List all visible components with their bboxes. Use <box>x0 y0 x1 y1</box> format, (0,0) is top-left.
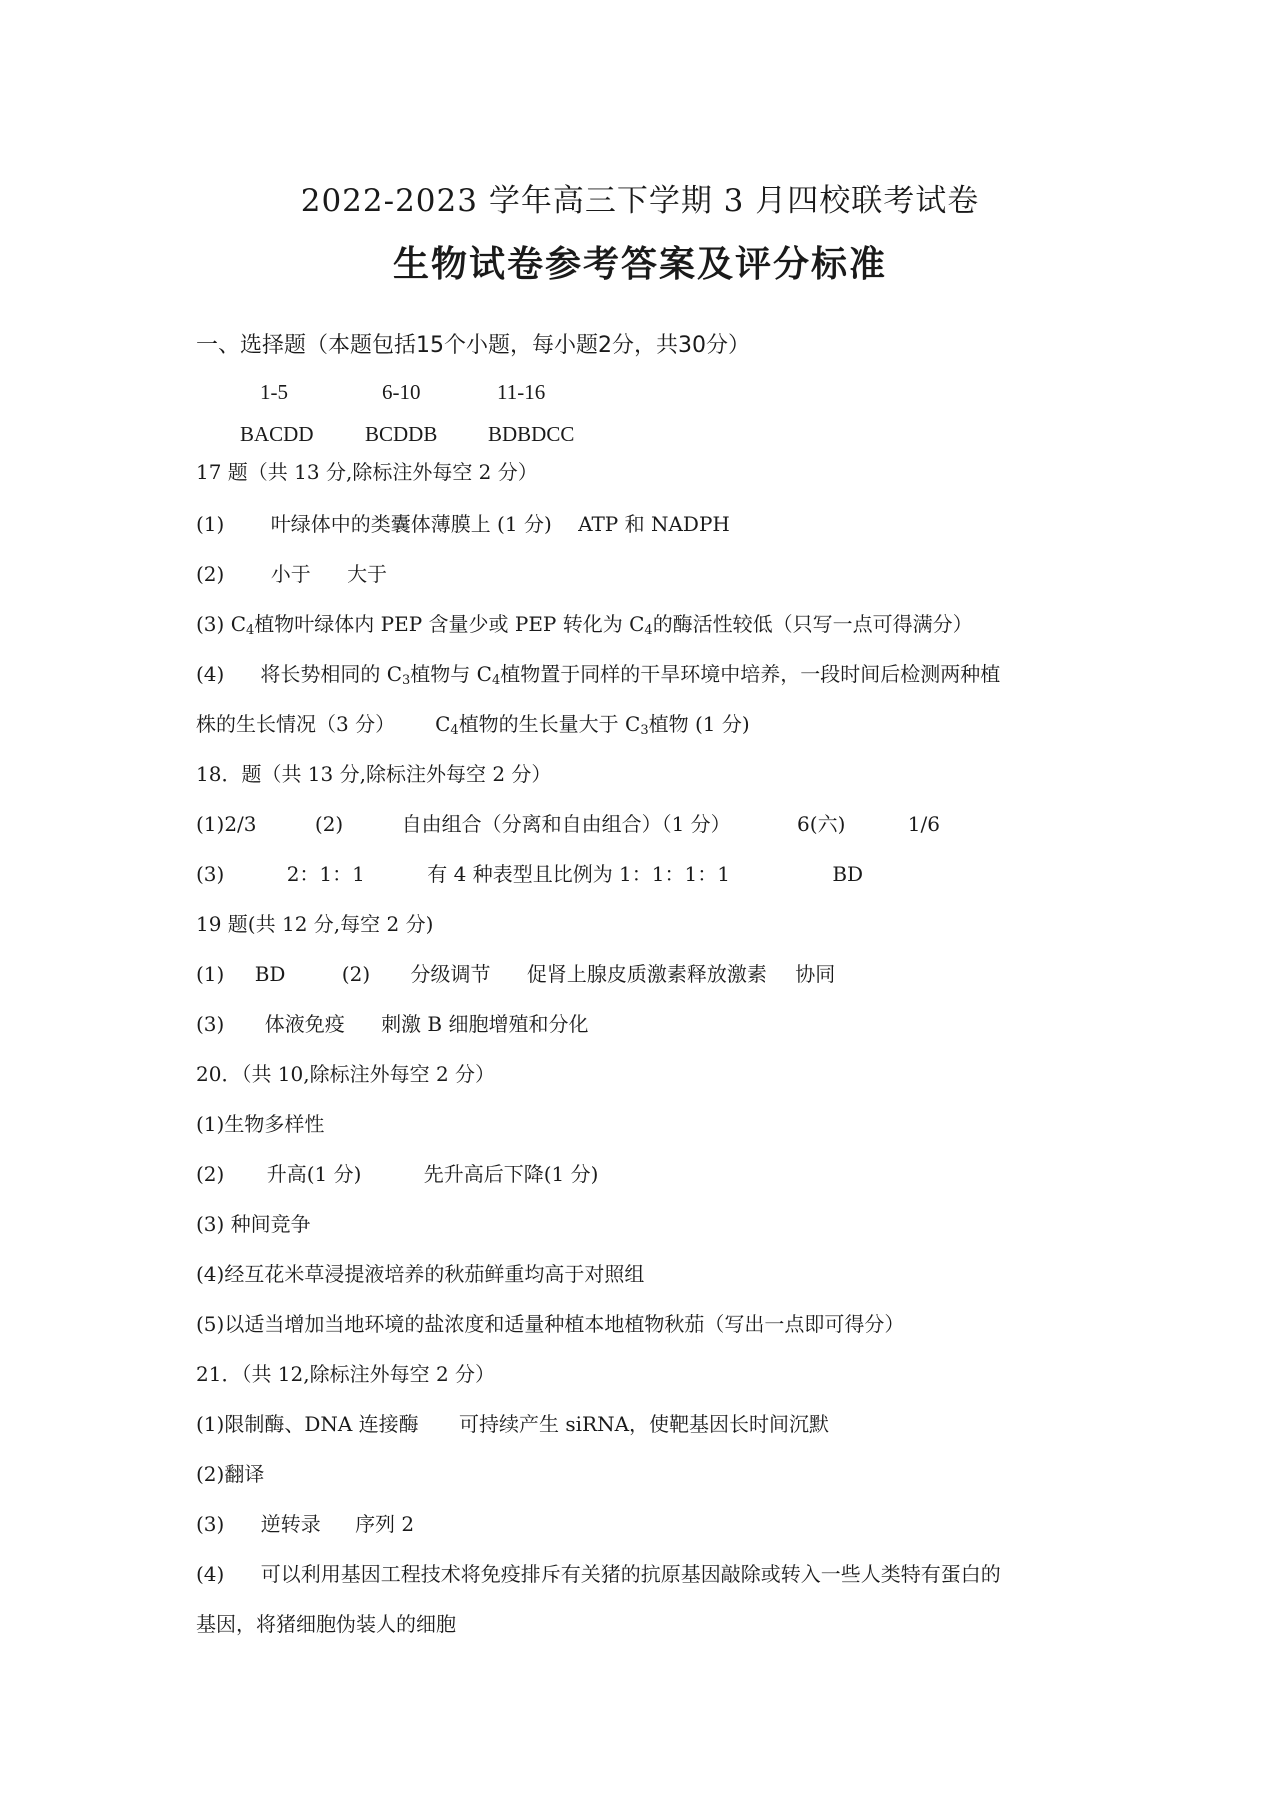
q20-answer-3: (3) 种间竞争 <box>196 1212 311 1236</box>
q17-answer-1: (1) 叶绿体中的类囊体薄膜上 (1 分) ATP 和 NADPH <box>196 512 730 536</box>
range-label: 11-16 <box>497 380 546 404</box>
range-label: 1-5 <box>260 380 288 404</box>
answer-key-title: 生物试卷参考答案及评分标准 <box>392 244 887 285</box>
exam-title: 2022-2023 学年高三下学期 3 月四校联考试卷 <box>300 183 980 219</box>
q18-answer-2: (3) 2：1：1 有 4 种表型且比例为 1：1：1：1 BD <box>196 862 864 886</box>
q20-answer-4: (4)经互花米草浸提液培养的秋茄鲜重均高于对照组 <box>196 1262 645 1286</box>
q21-answer-4: (4) 可以利用基因工程技术将免疫排斥有关猪的抗原基因敲除或转入一些人类特有蛋白的 <box>196 1562 1001 1586</box>
choice-answers: BCDDB <box>365 422 438 446</box>
choice-answers: BDBDCC <box>488 422 575 446</box>
q17-header: 17 题（共 13 分,除标注外每空 2 分） <box>196 460 538 484</box>
q17-answer-3: (3) $C_4$植物叶绿体内 PEP 含量少或 PEP 转化为 $C_4$的酶活性较低（只写一点可得满分） <box>196 612 973 638</box>
q17-answer-4: (4) 将长势相同的 $C_3$植物与 $C_4$植物置于同样的干旱环境中培养，一段时间后检测两种植 <box>196 662 1001 688</box>
q20-answer-5: (5)以适当增加当地环境的盐浓度和适量种植本地植物秋茄（写出一点即可得分） <box>196 1312 905 1336</box>
q19-answer-1: (1) BD (2) 分级调节 促肾上腺皮质激素释放激素 协同 <box>196 962 836 986</box>
section-choice-heading: 一、选择题（本题包括15个小题，每小题2分，共30分） <box>196 333 750 358</box>
q21-header: 21．（共 12,除标注外每空 2 分） <box>196 1362 496 1386</box>
range-label: 6-10 <box>382 380 421 404</box>
q21-answer-3: (3) 逆转录 序列 2 <box>196 1512 415 1536</box>
q20-header: 20．（共 10,除标注外每空 2 分） <box>196 1062 496 1086</box>
q21-answer-4-cont: 基因，将猪细胞伪装人的细胞 <box>196 1612 456 1636</box>
choice-answers: BACDD <box>240 422 314 446</box>
q18-header: 18．题（共 13 分,除标注外每空 2 分） <box>196 762 552 786</box>
q21-answer-1: (1)限制酶、DNA 连接酶 可持续产生 siRNA，使靶基因长时间沉默 <box>196 1412 830 1436</box>
q20-answer-1: (1)生物多样性 <box>196 1112 325 1136</box>
q21-answer-2: (2)翻译 <box>196 1462 265 1486</box>
q17-answer-4-cont: 株的生长情况（3 分） $C_4$植物的生长量大于 $C_3$植物 (1 分) <box>196 712 750 738</box>
q19-answer-2: (3) 体液免疫 刺激 B 细胞增殖和分化 <box>196 1012 589 1036</box>
q18-answer-1: (1)2/3 (2) 自由组合（分离和自由组合）（1 分） 6(六) 1/6 <box>196 812 940 836</box>
q20-answer-2: (2) 升高(1 分) 先升高后下降(1 分) <box>196 1162 599 1186</box>
q17-answer-2: (2) 小于 大于 <box>196 562 388 586</box>
q19-header: 19 题(共 12 分,每空 2 分) <box>196 912 434 936</box>
